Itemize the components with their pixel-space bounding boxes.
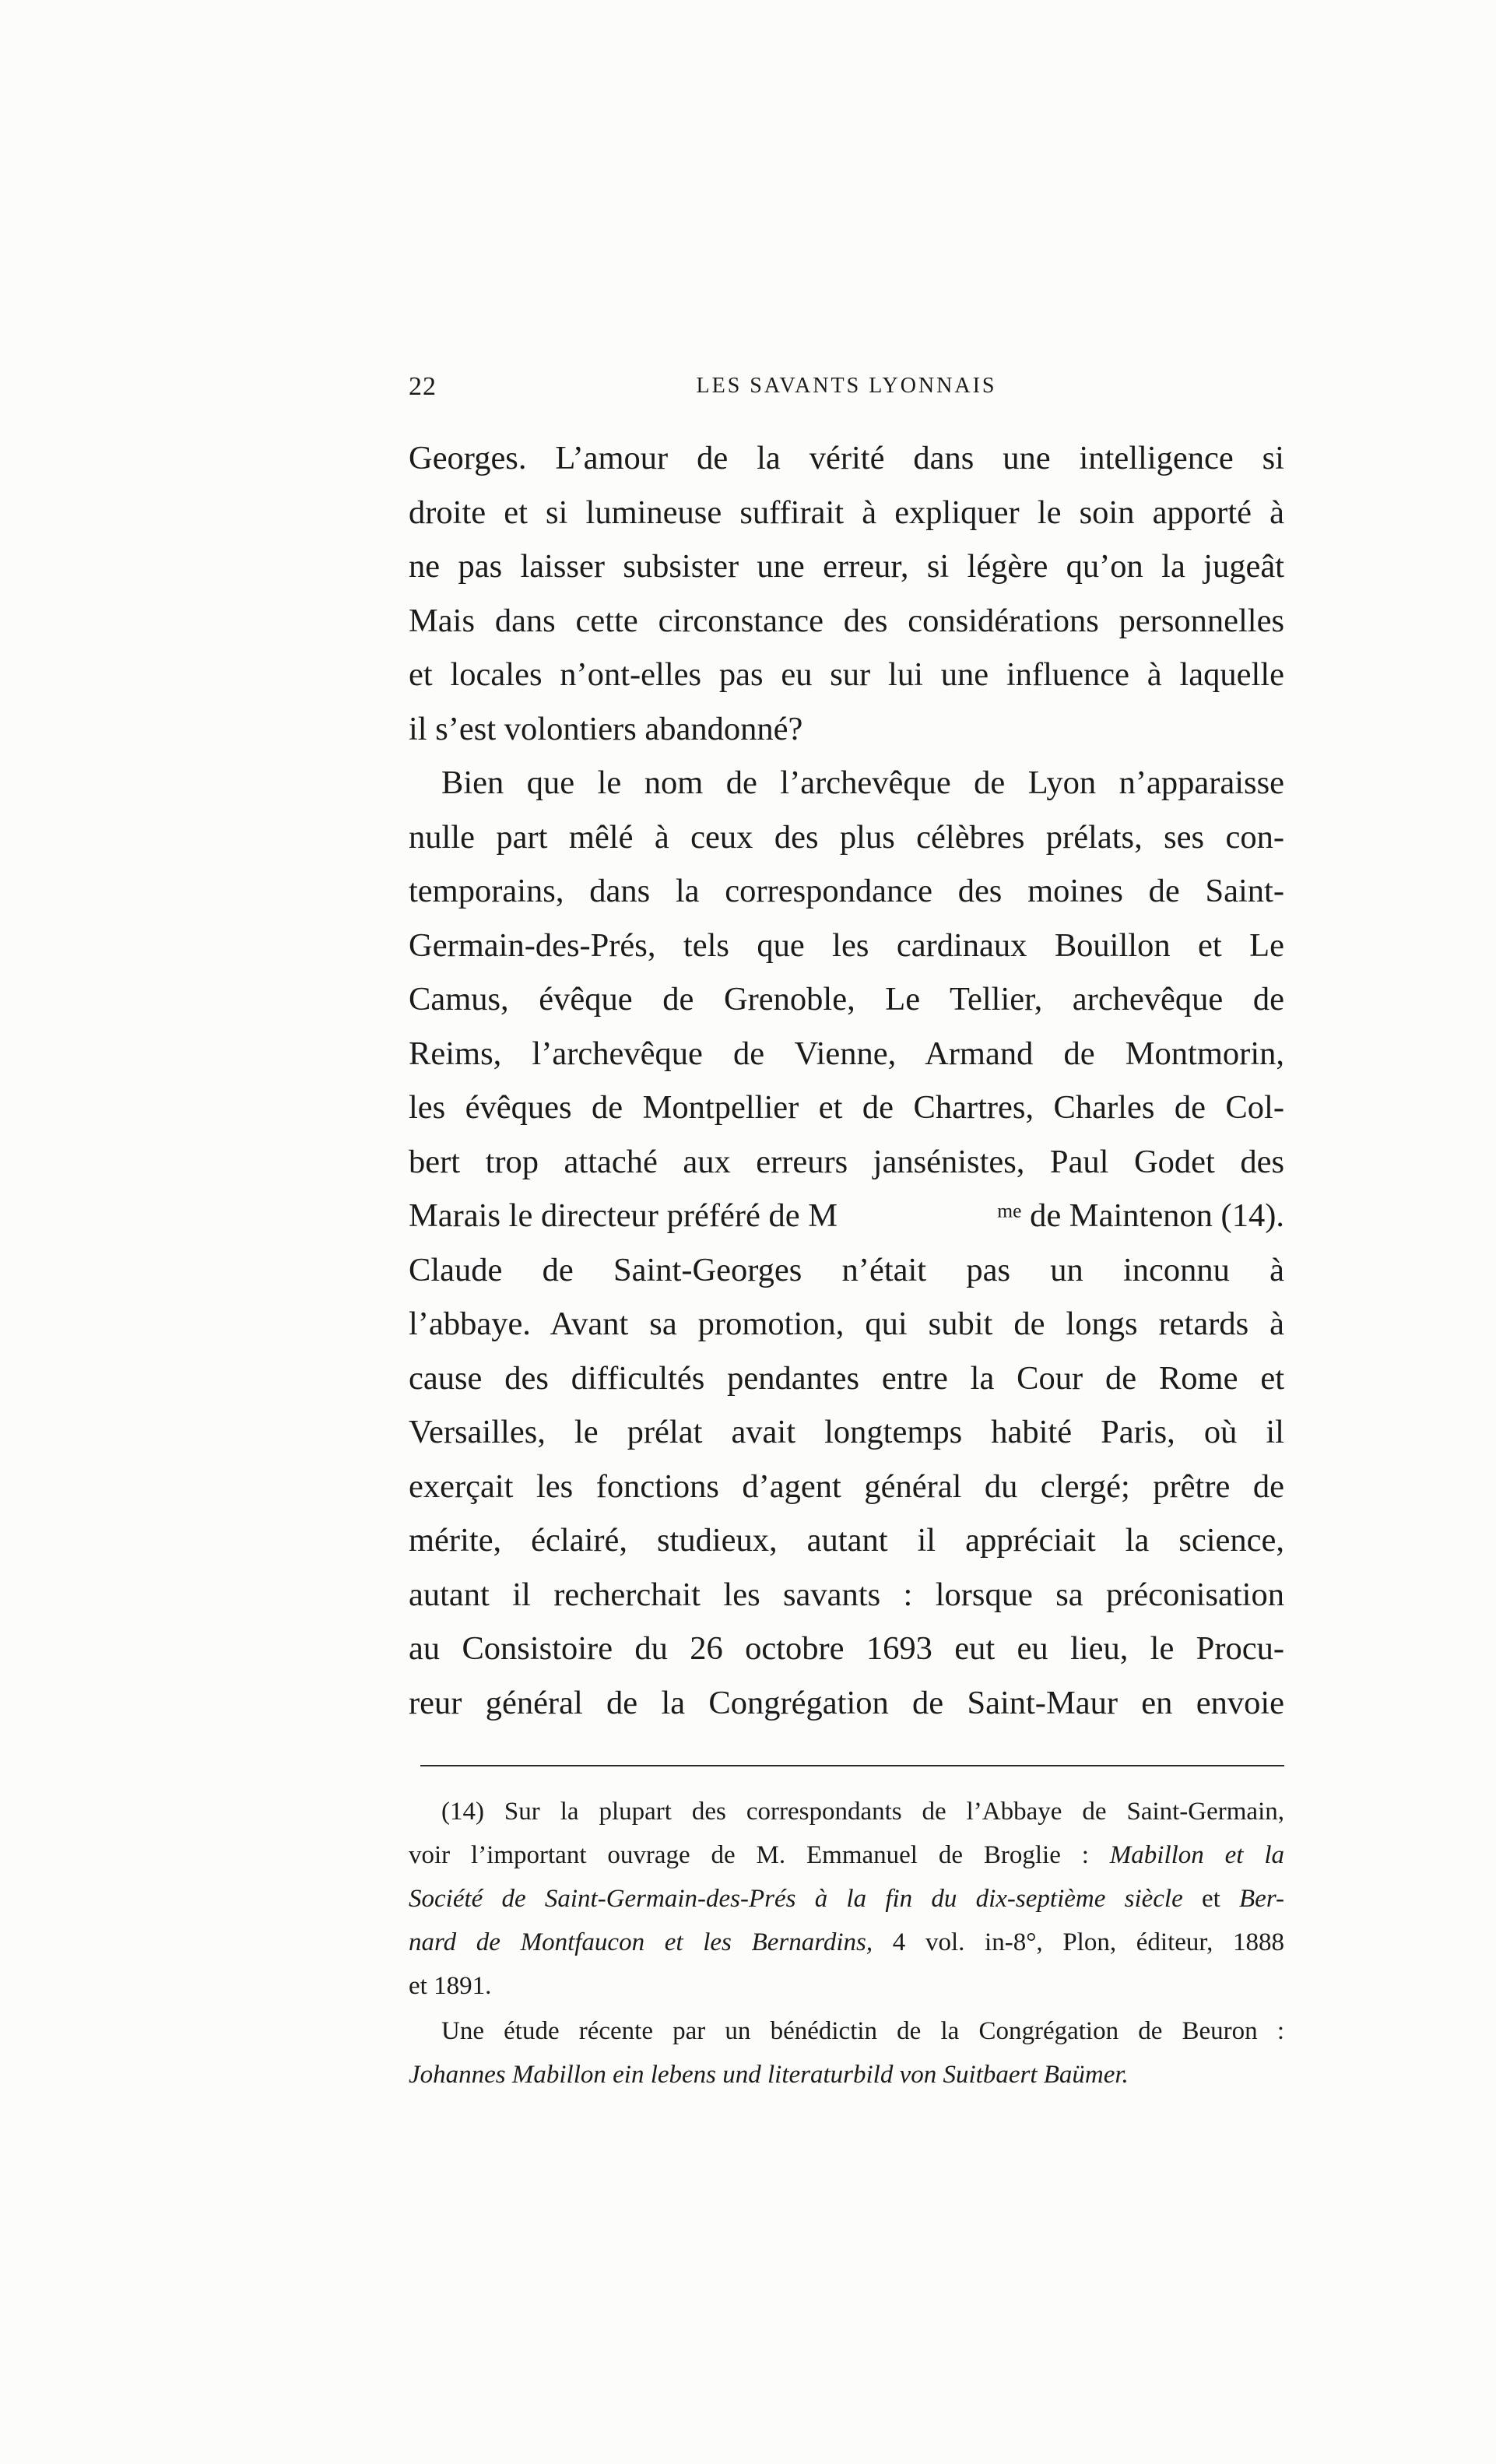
body-line: Germain-des-Prés, tels que les cardinaux Bouillon et Le <box>409 926 1284 964</box>
footnote-text: et <box>1182 1885 1240 1913</box>
body-line: reur général de la Congrégation de Saint-Maur en envoie <box>409 1684 1284 1721</box>
footnote-line <box>409 1877 1284 1921</box>
body-line-text: de Maintenon (14). <box>1021 1197 1284 1234</box>
body-line: Mais dans cette circonstance des considérations personnelles <box>409 602 1284 639</box>
body-line: Bien que le nom de l’archevêque de Lyon n’apparaisse <box>441 765 1284 801</box>
body-line: il s’est volontiers abandonné? <box>409 710 803 747</box>
footnotes <box>409 1790 1284 2097</box>
footnote-line <box>409 1921 1284 1964</box>
footnote-line: Une étude récente par un bénédictin de la Congrégation de Beuron : <box>441 2017 1284 2045</box>
body-line: Reims, l’archevêque de Vienne, Armand de Montmorin, <box>409 1035 1284 1072</box>
body-line-text: Marais le directeur préféré de M <box>409 1197 838 1234</box>
page-number: 22 <box>409 372 437 401</box>
footnote-text: 4 vol. in-8°, Plon, éditeur, 1888 <box>873 1928 1284 1956</box>
footnote-divider <box>420 1765 1284 1766</box>
running-head <box>409 366 1284 413</box>
body-line-part <box>997 1189 1284 1243</box>
body-line: mérite, éclairé, studieux, autant il appréciait la science, <box>409 1522 1284 1559</box>
body-line: temporains, dans la correspondance des moines de Saint- <box>409 873 1284 909</box>
body-line: et locales n’ont-elles pas eu sur lui une influence à laquelle <box>409 656 1284 693</box>
footnote-line: et 1891. <box>409 1972 492 2000</box>
footnote-title: Ber- <box>1239 1885 1284 1913</box>
footnote-title: Société de Saint-Germain-des-Prés à la fin du dix-septième siècle <box>409 1885 1183 1913</box>
body-line: au Consistoire du 26 octobre 1693 eut eu lieu, le Procu- <box>409 1630 1284 1667</box>
footnote-line <box>409 2053 1284 2097</box>
body-line: exerçait les fonctions d’agent général du clergé; prêtre de <box>409 1468 1284 1505</box>
body-line: l’abbaye. Avant sa promotion, qui subit de longs retards à <box>409 1306 1284 1342</box>
footnote-line: (14) Sur la plupart des correspondants de l’Abbaye de Saint-Germain, <box>441 1798 1284 1826</box>
footnote-text: voir l’important ouvrage de M. Emmanuel de Broglie : <box>409 1841 1110 1869</box>
superscript-me: me <box>997 1199 1022 1222</box>
body-line: cause des difficultés pendantes entre la Cour de Rome et <box>409 1359 1284 1397</box>
body-line: ne pas laisser subsister une erreur, si légère qu’on la jugeât <box>409 548 1284 585</box>
body-text <box>409 431 1284 1730</box>
book-page <box>409 366 1284 2097</box>
body-line-part <box>409 1189 997 1243</box>
footnote-line <box>409 1833 1284 1877</box>
body-line: Versailles, le prélat avait longtemps habité Paris, où il <box>409 1414 1284 1450</box>
body-line: nulle part mêlé à ceux des plus célèbres prélats, ses con- <box>409 818 1284 856</box>
body-line: bert trop attaché aux erreurs jansénistes, Paul Godet des <box>409 1143 1284 1180</box>
footnote-title: Mabillon et la <box>1109 1841 1284 1869</box>
body-line: les évêques de Montpellier et de Chartres, Charles de Col- <box>409 1089 1284 1126</box>
body-line: Claude de Saint-Georges n’était pas un inconnu à <box>409 1251 1284 1288</box>
body-line: Georges. L’amour de la vérité dans une intelligence si <box>409 440 1284 476</box>
running-title: LES SAVANTS LYONNAIS <box>696 374 997 398</box>
body-line: autant il recherchait les savants : lorsque sa préconisation <box>409 1576 1284 1613</box>
body-line: Camus, évêque de Grenoble, Le Tellier, archevêque de <box>409 981 1284 1018</box>
footnote-title: Johannes Mabillon ein lebens und literaturbild von Suitbaert Baümer. <box>409 2061 1129 2089</box>
body-line: droite et si lumineuse suffirait à expliquer le soin apporté à <box>409 494 1284 531</box>
footnote-title: nard de Montfaucon et les Bernardins, <box>409 1928 873 1956</box>
body-line <box>409 1189 1284 1243</box>
